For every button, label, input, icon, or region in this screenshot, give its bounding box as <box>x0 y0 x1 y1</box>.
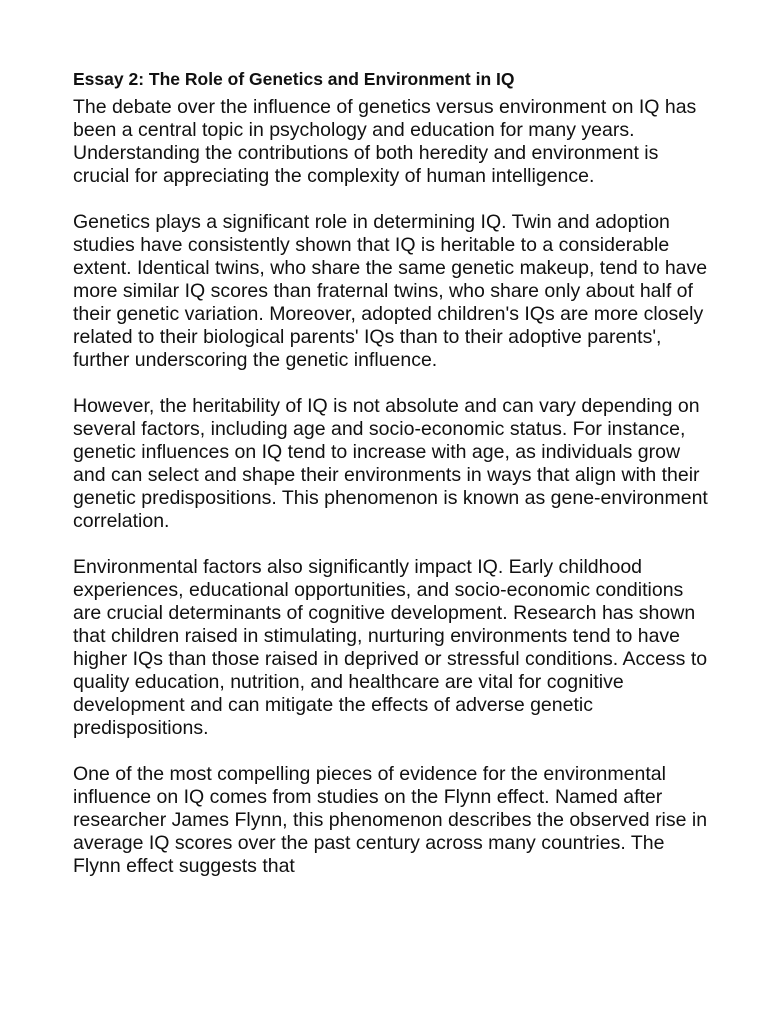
paragraph-flynn-effect: One of the most compelling pieces of evidence for the environmental influence on IQ comes from studies on the Flynn effect. Named after researcher James Flynn, this phenomenon describes the observed rise in average IQ scores over the past century across many countries. The Flynn effect suggests that <box>73 763 708 877</box>
paragraph-heritability: However, the heritability of IQ is not absolute and can vary depending on several factors, including age and socio-economic status. For instance, genetic influences on IQ tend to increase with age, as individuals grow and can select and shape their environments in ways that align with their genetic predispositions. This phenomenon is known as gene-environment correlation. <box>73 395 708 532</box>
paragraph-intro: The debate over the influence of genetics versus environment on IQ has been a central topic in psychology and education for many years. Understanding the contributions of both heredity and environment is crucial for appreciating the complexity of human intelligence. <box>73 96 697 187</box>
essay-title: Essay 2: The Role of Genetics and Environment in IQ <box>73 69 515 89</box>
paragraph-environment: Environmental factors also significantly impact IQ. Early childhood experiences, educational opportunities, and socio-economic conditions are crucial determinants of cognitive development. Research has shown that children raised in stimulating, nurturing environments tend to have higher IQs than those raised in deprived or stressful conditions. Access to quality education, nutrition, and healthcare are vital for cognitive development and can mitigate the effects of adverse genetic predispositions. <box>73 556 708 739</box>
document-page <box>73 66 713 901</box>
paragraph-genetics: Genetics plays a significant role in determining IQ. Twin and adoption studies have consistently shown that IQ is heritable to a considerable extent. Identical twins, who share the same genetic makeup, tend to have more similar IQ scores than fraternal twins, who share only about half of their genetic variation. Moreover, adopted children's IQs are more closely related to their biological parents' IQs than to their adoptive parents', further underscoring the genetic influence. <box>73 211 708 371</box>
